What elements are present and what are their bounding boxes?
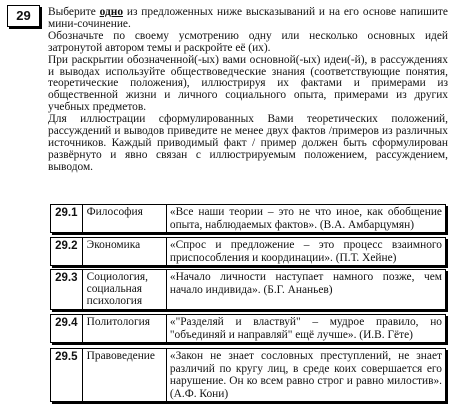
option-quote: «"Разделяй и властвуй" – мудрое правило, но "объединяй и направляй" ещё лучше». (И.В. Гёте) <box>166 315 445 342</box>
option-row <box>50 314 446 343</box>
instruction-end: из предложенных ниже высказываний и на его основе напишите мини-сочинение. <box>48 6 448 30</box>
option-quote: «Начало личности наступает намного позже, чем начало индивида». (Б.Г. Ананьев) <box>166 270 445 309</box>
instruction-paragraph-2: Обозначьте по своему усмотрению одну или несколько основных идей затронутой автором темы и раскройте её (их). <box>48 29 448 54</box>
instruction-paragraph-1 <box>48 7 448 31</box>
task-number: 29 <box>7 5 40 27</box>
option-row <box>50 269 446 310</box>
option-row <box>50 237 446 266</box>
option-subject: Социология, социальная психология <box>86 271 148 307</box>
instruction-paragraph-3: При раскрытии обозначенной(-ых) вами основной(-ых) идеи(-й), в рассуждениях и выводах используйте обществоведческие знания (соответствующие понятия, теоретические положения), иллюстрируя их фактами и примерами из общественной жизни и личного социального опыта, примерами из других учебных предметов. <box>48 53 448 114</box>
option-number: 29.4 <box>51 315 83 342</box>
option-quote: «Все наши теории – это не что иное, как обобщение опыта, наблюдаемых фактов». (В.А. Амбарцумян) <box>166 205 445 232</box>
option-number: 29.2 <box>51 238 83 265</box>
option-row <box>50 348 446 402</box>
task-instructions <box>48 7 448 174</box>
option-quote: «Спрос и предложение – это процесс взаимного приспособления и координации». (П.Т. Хейне) <box>166 238 445 265</box>
option-number: 29.5 <box>51 349 83 401</box>
option-subject: Правоведение <box>86 350 155 362</box>
option-subject: Экономика <box>86 239 141 251</box>
instruction-paragraph-4: Для иллюстрации сформулированных Вами теоретических положений, рассуждений и выводов приведите не менее двух фактов /примеров из различных источников. Каждый приводимый факт / пример должен быть сформулирован развёрнуто и явно связан с иллюстрируемым положением, рассуждением, выводом. <box>48 113 448 173</box>
option-subject: Философия <box>86 206 143 218</box>
option-number: 29.3 <box>51 270 83 309</box>
instruction-start: Выберите <box>48 6 96 18</box>
option-row <box>50 204 446 233</box>
emphasis-one: одно <box>99 6 124 18</box>
option-subject: Политология <box>86 316 150 328</box>
option-number: 29.1 <box>51 205 83 232</box>
option-quote: «Закон не знает сословных преступлений, не знает различий по кругу лиц, в среде коих совершается его нарушение. Он ко всем равно строг и равно милостив». (А.Ф. Кони) <box>166 349 445 401</box>
